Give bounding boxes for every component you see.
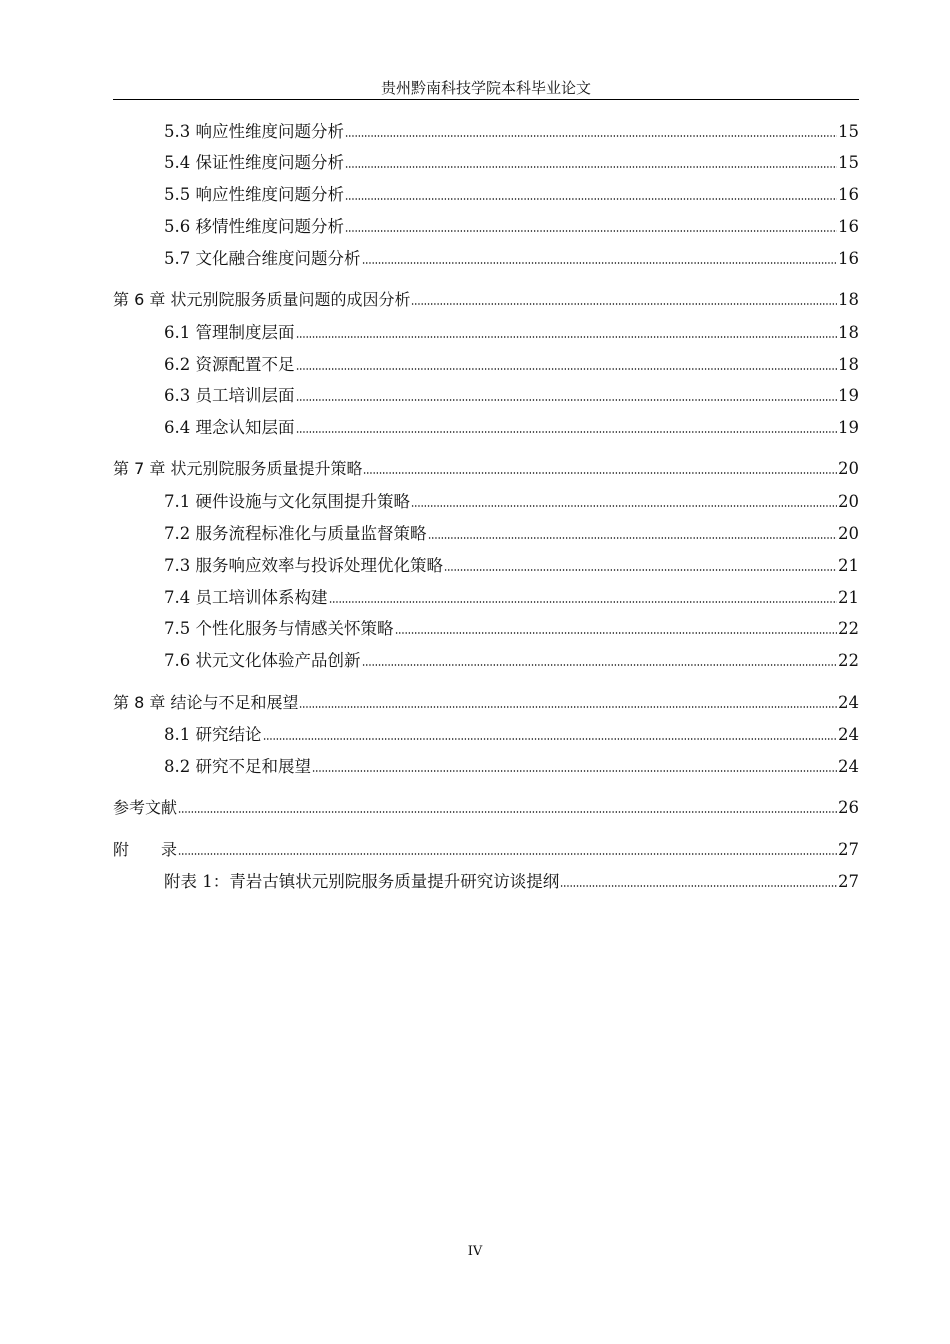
toc-entry-page: 21 [838, 588, 859, 607]
toc-leader [329, 600, 838, 604]
toc-entry-page: 18 [838, 290, 859, 309]
toc-leader [345, 197, 837, 201]
toc-leader [411, 504, 837, 508]
toc-entry[interactable] [113, 521, 859, 545]
header-rule [113, 99, 859, 100]
toc-entry-title: 第 8 章 结论与不足和展望 [113, 693, 299, 712]
toc-entry-title: 8.2 研究不足和展望 [164, 757, 311, 776]
toc-entry-title: 附 录 [113, 840, 178, 859]
toc-entry[interactable] [113, 246, 859, 270]
toc-entry-title: 5.3 响应性维度问题分析 [164, 122, 344, 141]
toc-entry-title: 6.4 理念认知层面 [164, 418, 295, 437]
page-header: 贵州黔南科技学院本科毕业论文 [380, 79, 591, 97]
toc-leader [296, 430, 838, 434]
toc-entry-page: 15 [838, 153, 859, 172]
toc-chapter-entry[interactable] [113, 837, 859, 861]
toc-leader [395, 631, 838, 635]
toc-entry-title: 7.5 个性化服务与情感关怀策略 [164, 619, 394, 638]
toc-entry[interactable] [113, 182, 859, 206]
toc-entry-page: 27 [838, 840, 859, 859]
toc-entry[interactable] [113, 616, 859, 640]
toc-entry[interactable] [113, 352, 859, 376]
toc-entry-page: 27 [838, 872, 859, 891]
toc-entry-page: 16 [838, 249, 859, 268]
toc-entry-page: 16 [838, 185, 859, 204]
toc-leader [296, 398, 838, 402]
toc-entry[interactable] [113, 648, 859, 672]
toc-entry[interactable] [113, 754, 859, 778]
toc-entry-page: 19 [838, 386, 859, 405]
toc-leader [296, 367, 838, 371]
toc-entry-page: 24 [838, 693, 859, 712]
toc-chapter-entry[interactable] [113, 287, 859, 311]
toc-leader [411, 302, 837, 306]
toc-entry-title: 6.3 员工培训层面 [164, 386, 295, 405]
toc-entry-title: 8.1 研究结论 [164, 725, 262, 744]
toc-entry-page: 22 [838, 651, 859, 670]
toc-entry-title: 参考文献 [113, 798, 178, 817]
toc-entry[interactable] [113, 553, 859, 577]
toc-entry-title: 附表 1：青岩古镇状元别院服务质量提升研究访谈提纲 [164, 872, 560, 891]
toc-entry-title: 7.6 状元文化体验产品创新 [164, 651, 361, 670]
toc-entry-title: 5.7 文化融合维度问题分析 [164, 249, 361, 268]
toc-entry-page: 19 [838, 418, 859, 437]
toc-entry-title: 7.3 服务响应效率与投诉处理优化策略 [164, 556, 443, 575]
toc-leader [560, 884, 837, 888]
toc-entry-title: 5.5 响应性维度问题分析 [164, 185, 344, 204]
toc-entry-page: 26 [838, 798, 859, 817]
toc-entry[interactable] [113, 320, 859, 344]
toc-entry-page: 24 [838, 757, 859, 776]
toc-leader [178, 852, 837, 856]
toc-entry-title: 7.4 员工培训体系构建 [164, 588, 328, 607]
toc-entry[interactable] [113, 119, 859, 143]
toc-entry-page: 20 [838, 492, 859, 511]
toc-leader [296, 335, 838, 339]
toc-entry[interactable] [113, 722, 859, 746]
toc-leader [345, 134, 837, 138]
toc-leader [345, 229, 837, 233]
toc-entry-page: 18 [838, 355, 859, 374]
toc-leader [312, 769, 837, 773]
toc-entry[interactable] [113, 214, 859, 238]
toc-chapter-entry[interactable] [113, 690, 859, 714]
toc-leader [428, 536, 838, 540]
toc-entry-title: 6.1 管理制度层面 [164, 323, 295, 342]
page-number: IV [467, 1244, 483, 1259]
toc-entry[interactable] [113, 150, 859, 174]
toc-leader [444, 568, 837, 572]
toc-entry-title: 5.4 保证性维度问题分析 [164, 153, 344, 172]
toc-entry-page: 24 [838, 725, 859, 744]
toc-chapter-entry[interactable] [113, 456, 859, 480]
toc-entry[interactable] [113, 489, 859, 513]
toc-entry[interactable] [113, 585, 859, 609]
toc-entry-title: 7.2 服务流程标准化与质量监督策略 [164, 524, 427, 543]
toc-entry-title: 第 6 章 状元别院服务质量问题的成因分析 [113, 290, 411, 309]
toc-leader [345, 165, 837, 169]
toc-entry-title: 5.6 移情性维度问题分析 [164, 217, 344, 236]
toc-leader [299, 705, 837, 709]
toc-entry-title: 7.1 硬件设施与文化氛围提升策略 [164, 492, 410, 511]
toc-entry-page: 18 [838, 323, 859, 342]
toc-entry[interactable] [113, 415, 859, 439]
toc-entry-title: 第 7 章 状元别院服务质量提升策略 [113, 459, 363, 478]
toc-leader [362, 261, 838, 265]
toc-leader [263, 737, 838, 741]
toc-entry-page: 20 [838, 459, 859, 478]
toc-leader [363, 471, 837, 475]
toc-entry-page: 22 [838, 619, 859, 638]
toc-leader [178, 810, 837, 814]
toc-entry-page: 20 [838, 524, 859, 543]
toc-entry-page: 16 [838, 217, 859, 236]
toc-leader [362, 663, 838, 667]
toc-entry[interactable] [113, 869, 859, 893]
toc-entry-page: 15 [838, 122, 859, 141]
toc-entry[interactable] [113, 383, 859, 407]
toc-entry-page: 21 [838, 556, 859, 575]
toc-chapter-entry[interactable] [113, 795, 859, 819]
toc-entry-title: 6.2 资源配置不足 [164, 355, 295, 374]
